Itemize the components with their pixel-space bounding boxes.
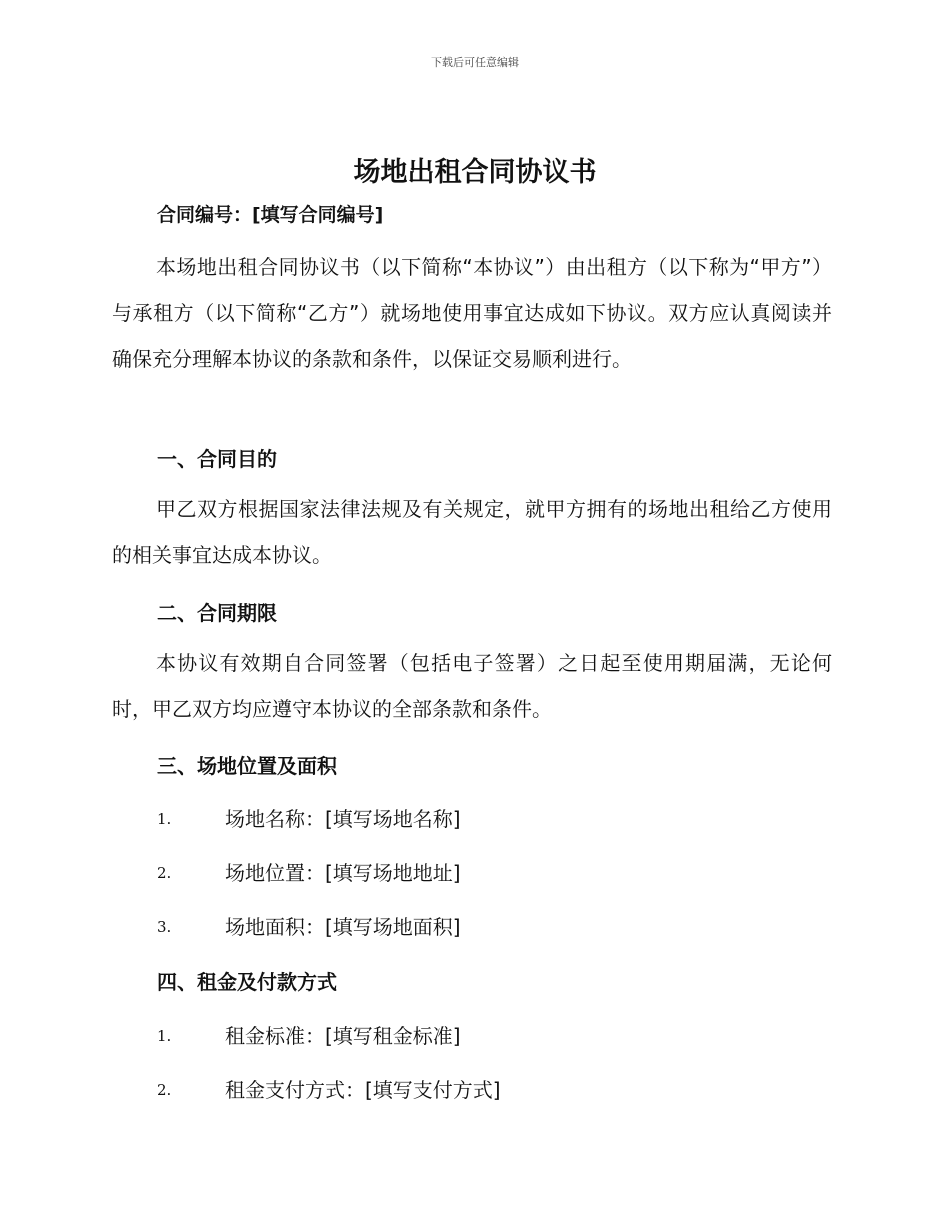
section-body-term: 本协议有效期自合同签署（包括电子签署）之日起至使用期届满，无论何时，甲乙双方均应遵守本协议的全部条款和条件。 bbox=[112, 651, 832, 721]
list-item-number: 2. bbox=[157, 1081, 172, 1099]
list-item bbox=[157, 911, 461, 940]
list-item bbox=[157, 1074, 501, 1103]
list-item-number: 1. bbox=[157, 810, 172, 828]
list-item-text: 场地位置：[填写场地地址] bbox=[225, 861, 461, 885]
list-item-number: 3. bbox=[157, 918, 172, 936]
section-heading-location: 三、场地位置及面积 bbox=[157, 754, 337, 778]
list-item-number: 1. bbox=[157, 1027, 172, 1045]
list-item-text: 场地面积：[填写场地面积] bbox=[225, 915, 461, 939]
list-item-number: 2. bbox=[157, 864, 172, 882]
page-header-note: 下载后可任意编辑 bbox=[431, 56, 519, 69]
document-title: 场地出租合同协议书 bbox=[353, 157, 597, 188]
contract-number: 合同编号：[填写合同编号] bbox=[157, 204, 384, 226]
list-item bbox=[157, 857, 461, 886]
list-item-text: 场地名称：[填写场地名称] bbox=[225, 807, 461, 831]
list-item-text: 租金标准：[填写租金标准] bbox=[225, 1024, 461, 1048]
intro-paragraph: 本场地出租合同协议书（以下简称“本协议”）由出租方（以下称为“甲方”）与承租方（以下简称“乙方”）就场地使用事宜达成如下协议。双方应认真阅读并确保充分理解本协议的条款和条件，以保证交易顺利进行。 bbox=[112, 255, 832, 371]
section-heading-term: 二、合同期限 bbox=[157, 601, 277, 625]
section-heading-rent: 四、租金及付款方式 bbox=[157, 970, 337, 994]
list-item-text: 租金支付方式：[填写支付方式] bbox=[225, 1078, 501, 1102]
section-body-purpose: 甲乙双方根据国家法律法规及有关规定，就甲方拥有的场地出租给乙方使用的相关事宜达成本协议。 bbox=[112, 497, 832, 567]
list-item bbox=[157, 1020, 461, 1049]
list-item bbox=[157, 803, 461, 832]
section-heading-purpose: 一、合同目的 bbox=[157, 447, 277, 471]
